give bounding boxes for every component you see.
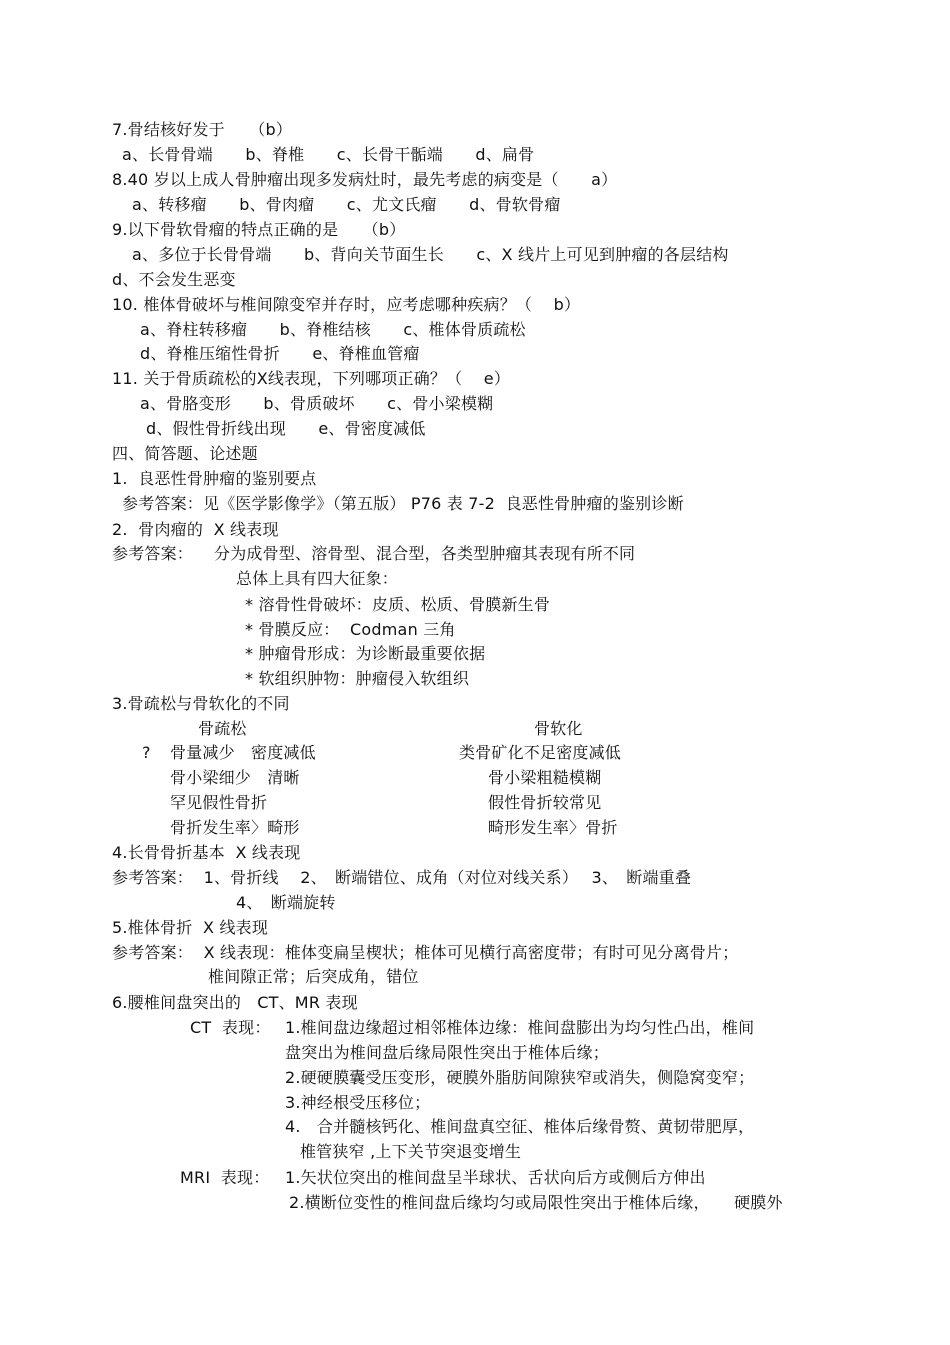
question-9-stem: 9.以下骨软骨瘤的特点正确的是 （b） bbox=[112, 220, 406, 239]
short-answer-4-answer-line2: 4、 断端旋转 bbox=[236, 893, 336, 912]
comparison-right-item: 畸形发生率〉骨折 bbox=[488, 818, 618, 837]
short-answer-5-answer-line1: 参考答案： X 线表现：椎体变扁呈楔状；椎体可见横行高密度带；有时可见分离骨片； bbox=[112, 943, 739, 962]
short-answer-3-title: 3.骨疏松与骨软化的不同 bbox=[112, 694, 290, 713]
column-header-left: 骨疏松 bbox=[198, 719, 247, 738]
question-7-stem: 7.骨结核好发于 （b） bbox=[112, 120, 293, 139]
ct-finding: 4. 合并髓核钙化、椎间盘真空征、椎体后缘骨赘、黄韧带肥厚， bbox=[285, 1117, 755, 1136]
short-answer-2-answer-label: 参考答案： bbox=[112, 544, 194, 563]
question-9-options-line2: d、不会发生恶变 bbox=[112, 270, 236, 289]
question-7-options: a、长骨骨端 b、脊椎 c、长骨干骺端 d、扁骨 bbox=[122, 145, 535, 164]
sign-item: * 骨膜反应： Codman 三角 bbox=[245, 620, 456, 639]
question-11-options-line1: a、骨胳变形 b、骨质破坏 c、骨小梁模糊 bbox=[140, 394, 494, 413]
section-heading: 四、简答题、论述题 bbox=[112, 444, 258, 463]
short-answer-2-summary: 总体上具有四大征象： bbox=[236, 569, 399, 588]
ct-finding: 椎管狭窄 ,上下关节突退变增生 bbox=[300, 1142, 522, 1161]
question-11-options-line2: d、假性骨折线出现 e、骨密度减低 bbox=[146, 419, 426, 438]
short-answer-1-answer: 参考答案：见《医学影像学》（第五版） P76 表 7-2 良恶性骨肿瘤的鉴别诊断 bbox=[122, 494, 684, 513]
question-10-stem: 10. 椎体骨破坏与椎间隙变窄并存时，应考虑哪种疾病？（ b） bbox=[112, 295, 581, 314]
comparison-right-item: 骨小梁粗糙模糊 bbox=[488, 768, 602, 787]
short-answer-4-title: 4.长骨骨折基本 X 线表现 bbox=[112, 843, 301, 862]
sign-item: * 溶骨性骨破坏：皮质、松质、骨膜新生骨 bbox=[245, 595, 551, 614]
ct-label: CT 表现： bbox=[190, 1018, 271, 1037]
comparison-left-item: 骨折发生率〉畸形 bbox=[170, 818, 300, 837]
short-answer-2-answer: 分为成骨型、溶骨型、混合型，各类型肿瘤其表现有所不同 bbox=[214, 544, 636, 563]
mri-finding: 1.矢状位突出的椎间盘呈半球状、舌状向后方或侧后方伸出 bbox=[285, 1168, 706, 1187]
comparison-left-item: 骨小梁细少 清晰 bbox=[170, 768, 300, 787]
ct-finding: 3.神经根受压移位； bbox=[285, 1093, 431, 1112]
short-answer-5-title: 5.椎体骨折 X 线表现 bbox=[112, 918, 269, 937]
comparison-right-item: 类骨矿化不足密度减低 bbox=[459, 743, 622, 762]
short-answer-6-title: 6.腰椎间盘突出的 CT、MR 表现 bbox=[112, 993, 358, 1012]
question-8-options: a、转移瘤 b、骨肉瘤 c、尤文氏瘤 d、骨软骨瘤 bbox=[132, 195, 561, 214]
bullet-mark: ? bbox=[142, 743, 151, 762]
ct-finding: 2.硬硬膜囊受压变形，硬膜外脂肪间隙狭窄或消失，侧隐窝变窄； bbox=[285, 1068, 755, 1087]
comparison-left-item: 骨量减少 密度减低 bbox=[170, 743, 316, 762]
ct-finding: 盘突出为椎间盘后缘局限性突出于椎体后缘； bbox=[285, 1043, 610, 1062]
short-answer-5-answer-line2: 椎间隙正常；后突成角，错位 bbox=[208, 967, 419, 986]
short-answer-4-answer-line1: 参考答案： 1、骨折线 2、 断端错位、成角（对位对线关系） 3、 断端重叠 bbox=[112, 868, 692, 887]
question-11-stem: 11. 关于骨质疏松的X线表现，下列哪项正确？（ e） bbox=[112, 369, 511, 388]
ct-finding: 1.椎间盘边缘超过相邻椎体边缘：椎间盘膨出为均匀性凸出，椎间 bbox=[285, 1018, 755, 1037]
mri-finding: 2.横断位变性的椎间盘后缘均匀或局限性突出于椎体后缘， 硬膜外 bbox=[289, 1193, 783, 1212]
question-10-options-line2: d、脊椎压缩性骨折 e、脊椎血管瘤 bbox=[140, 344, 420, 363]
question-8-stem: 8.40 岁以上成人骨肿瘤出现多发病灶时，最先考虑的病变是（ a） bbox=[112, 170, 618, 189]
sign-item: * 软组织肿物：肿瘤侵入软组织 bbox=[245, 669, 470, 688]
short-answer-2-title: 2. 骨肉瘤的 X 线表现 bbox=[112, 520, 279, 539]
mri-label: MRI 表现： bbox=[180, 1168, 270, 1187]
comparison-right-item: 假性骨折较常见 bbox=[488, 793, 602, 812]
comparison-left-item: 罕见假性骨折 bbox=[170, 793, 268, 812]
question-9-options-line1: a、多位于长骨骨端 b、背向关节面生长 c、X 线片上可见到肿瘤的各层结构 bbox=[132, 245, 729, 264]
question-10-options-line1: a、脊柱转移瘤 b、脊椎结核 c、椎体骨质疏松 bbox=[140, 320, 526, 339]
sign-item: * 肿瘤骨形成：为诊断最重要依据 bbox=[245, 644, 486, 663]
column-header-right: 骨软化 bbox=[534, 719, 583, 738]
short-answer-1-title: 1. 良恶性骨肿瘤的鉴别要点 bbox=[112, 469, 317, 488]
